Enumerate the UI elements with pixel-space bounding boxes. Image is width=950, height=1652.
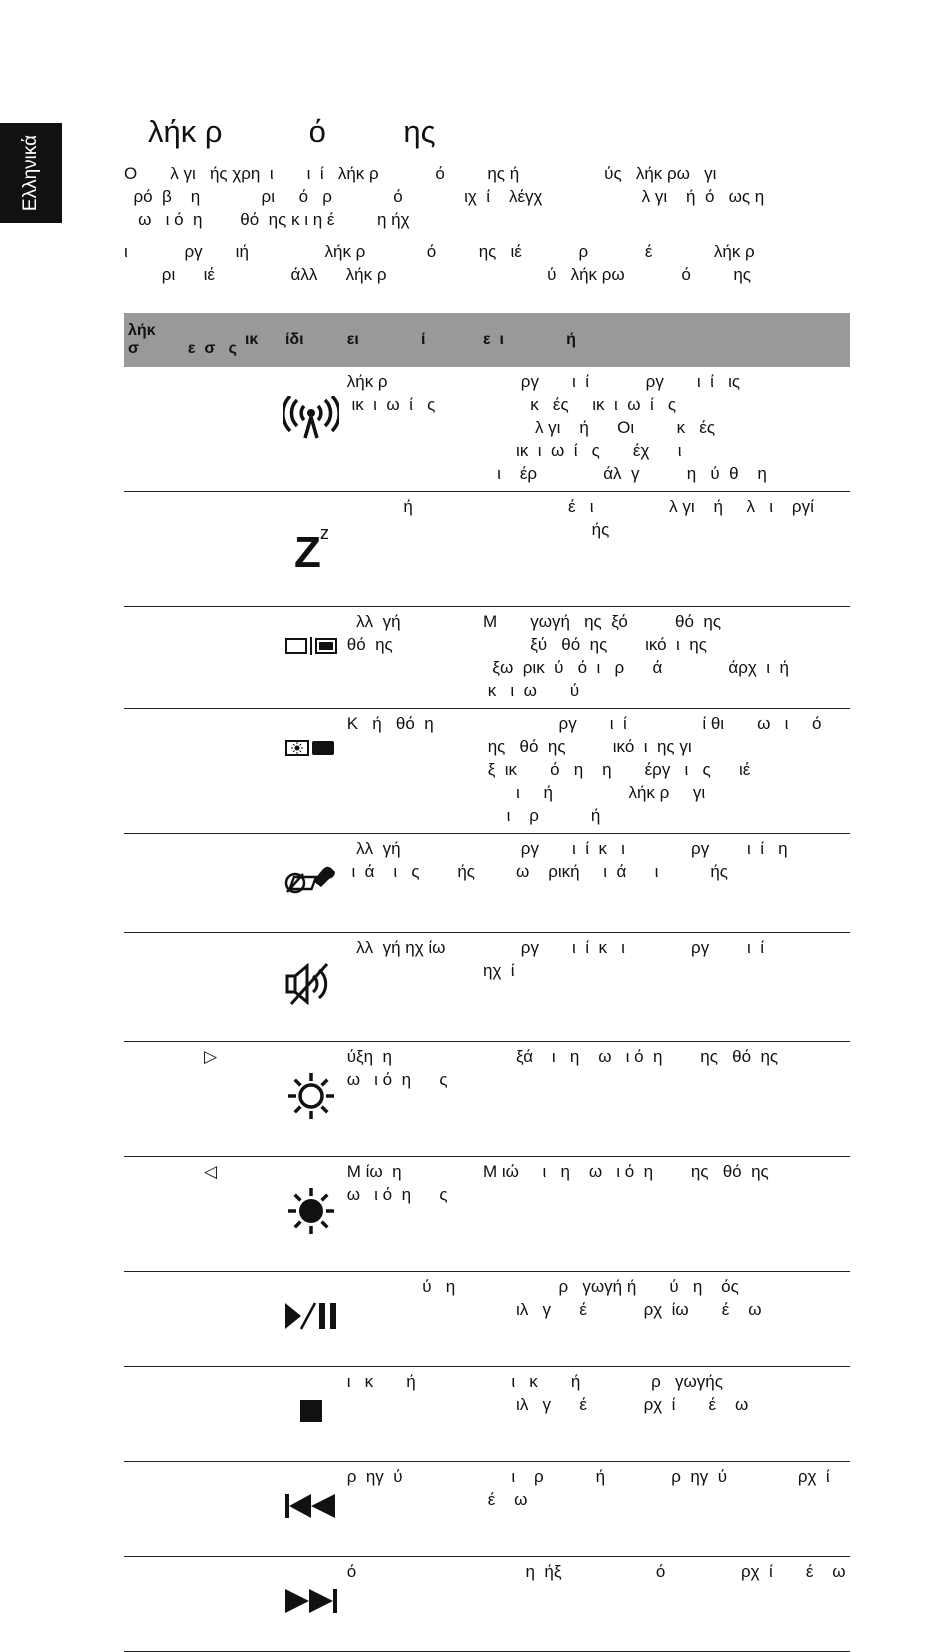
hotkey-cell: ▷: [204, 1047, 218, 1066]
screen-blank-icon: [284, 738, 338, 758]
table-row: [124, 492, 850, 607]
function-description: ι ρ ή ρ ηγ ύ ρχ ί έ ω: [487, 1467, 830, 1509]
intro-paragraph-1: Ο λ γι ής χρη ι ι ί λήκ ρ ό ης ή ύς λήκ ρω γι ρό β η ρι ό ρ ό ιχ ί λέγχ λ γι ή ό ως η ω ι ό η θό ης κ ι η έ η ήχ: [124, 164, 765, 229]
function-name: λλ γή θό ης: [346, 612, 401, 654]
icon-cell: [241, 1042, 343, 1157]
icon-cell: [241, 1272, 343, 1367]
brightness-up-icon: [286, 1071, 336, 1121]
function-description: ργ ι ί κ ι ργ ι ί ηχ ί: [482, 938, 764, 980]
play-pause-icon: [283, 1301, 339, 1331]
table-row: [124, 607, 850, 709]
previous-track-icon: [283, 1491, 339, 1521]
function-name: λλ γή ι ά ι ς ής: [351, 839, 475, 881]
table-row: [124, 709, 850, 834]
icon-cell: [241, 1557, 343, 1652]
icon-cell: [241, 1157, 343, 1272]
icon-cell: [241, 1462, 343, 1557]
function-name: ή: [346, 497, 413, 516]
table-row: [124, 1272, 850, 1367]
icon-cell: [241, 492, 343, 607]
table-row: [124, 1042, 850, 1157]
table-row: [124, 367, 850, 492]
next-track-icon: [283, 1586, 339, 1616]
function-description: Μ ιώ ι η ω ι ό η ης θό ης: [482, 1162, 769, 1181]
icon-cell: [241, 709, 343, 834]
side-tab-label: Ελληνικά: [20, 134, 41, 212]
function-description: ργ ι ί ργ ι ί ις κ ές ικ ι ω ί ς λ γι ή Οι κ ές ικ ι ω ί ς έχ ι ι έρ άλ γ η ύ θ η: [497, 372, 767, 483]
touchpad-toggle-icon: [283, 863, 339, 897]
hotkey-cell: [124, 709, 241, 834]
header-hotkey: λήκ σ ε σ ς: [128, 322, 237, 357]
table-row: [124, 933, 850, 1042]
hotkey-cell: [124, 492, 241, 607]
svg-text:Z: Z: [293, 528, 321, 571]
brightness-down-icon: [286, 1186, 336, 1236]
hotkey-cell: [124, 607, 241, 709]
function-name: Κ ή θό η: [346, 714, 434, 733]
icon-cell: [241, 1367, 343, 1462]
icon-cell: [241, 933, 343, 1042]
page-title: λήκ ρ ό ης: [148, 114, 436, 149]
function-description: ξά ι η ω ι ό η ης θό ης: [482, 1047, 779, 1066]
speaker-toggle-icon: [283, 962, 339, 1006]
function-description: ι κ ή ρ γωγής ιλ γ έ ρχ ί έ ω: [511, 1372, 749, 1414]
hotkey-cell: ◁: [204, 1162, 218, 1181]
table-row: [124, 1157, 850, 1272]
table-header-row: [124, 313, 850, 367]
function-description: ργ ι ί ί θι ω ι ό ης θό ης ικό ι ης γι ξ ικ ό η η έργ ι ς ιέ ι ή λήκ ρ γι ι ρ ή: [487, 714, 822, 825]
header-description: ε ι ή: [482, 331, 576, 348]
hotkey-cell: [124, 1462, 241, 1557]
table-row: [124, 1462, 850, 1557]
function-name: Μ ίω η ω ι ό η ς: [346, 1162, 448, 1204]
function-description: ρ γωγή ή ύ η ός ιλ γ έ ρχ ίω έ ω: [516, 1277, 762, 1319]
language-side-tab: [0, 123, 62, 223]
function-name: ύξη η ω ι ό η ς: [346, 1047, 448, 1089]
hotkey-cell: [124, 1557, 241, 1652]
table-row: [124, 834, 850, 933]
table-row: [124, 1557, 850, 1652]
wireless-icon: [283, 396, 339, 442]
table-row: [124, 1367, 850, 1462]
header-icon: ικ ίδι: [244, 331, 304, 348]
function-description: Μ γωγή ης ξό θό ης ξύ θό ης ικό ι ης ξω ρικ ύ ό ι ρ ά άρχ ι ή κ ι ω ύ: [482, 612, 789, 700]
display-toggle-icon: [284, 636, 338, 656]
hotkey-cell: [124, 1272, 241, 1367]
sleep-icon: [286, 521, 336, 571]
hotkey-cell: [124, 933, 241, 1042]
function-name: ρ ηγ ύ: [346, 1467, 403, 1486]
function-description: η ήξ ό ρχ ί έ ω: [482, 1562, 846, 1581]
stop-icon: [296, 1396, 326, 1426]
function-name: ό: [346, 1562, 357, 1581]
function-name: λήκ ρ ικ ι ω ί ς: [346, 372, 436, 414]
hotkey-cell: [124, 834, 241, 933]
hotkey-cell: [124, 367, 241, 492]
hotkeys-table: [124, 313, 850, 1652]
function-name: λλ γή ηχ ίω: [346, 938, 446, 957]
icon-cell: [241, 367, 343, 492]
icon-cell: [241, 834, 343, 933]
header-function: ει ί: [346, 331, 426, 348]
intro-paragraph-2: ι ργ ιή λήκ ρ ό ης ιέ ρ έ λήκ ρ ρι ιέ άλλ λήκ ρ ύ λήκ ρω ό ης: [124, 242, 755, 284]
hotkey-cell: [124, 1367, 241, 1462]
function-description: έ ι λ γι ή λ ι ργί ής: [568, 497, 814, 539]
icon-cell: [241, 607, 343, 709]
function-name: ύ η: [346, 1277, 456, 1296]
function-description: ργ ι ί κ ι ργ ι ί η ω ρική ι ά ι ής: [516, 839, 788, 881]
function-name: ι κ ή: [346, 1372, 416, 1391]
svg-text:z: z: [319, 523, 329, 543]
